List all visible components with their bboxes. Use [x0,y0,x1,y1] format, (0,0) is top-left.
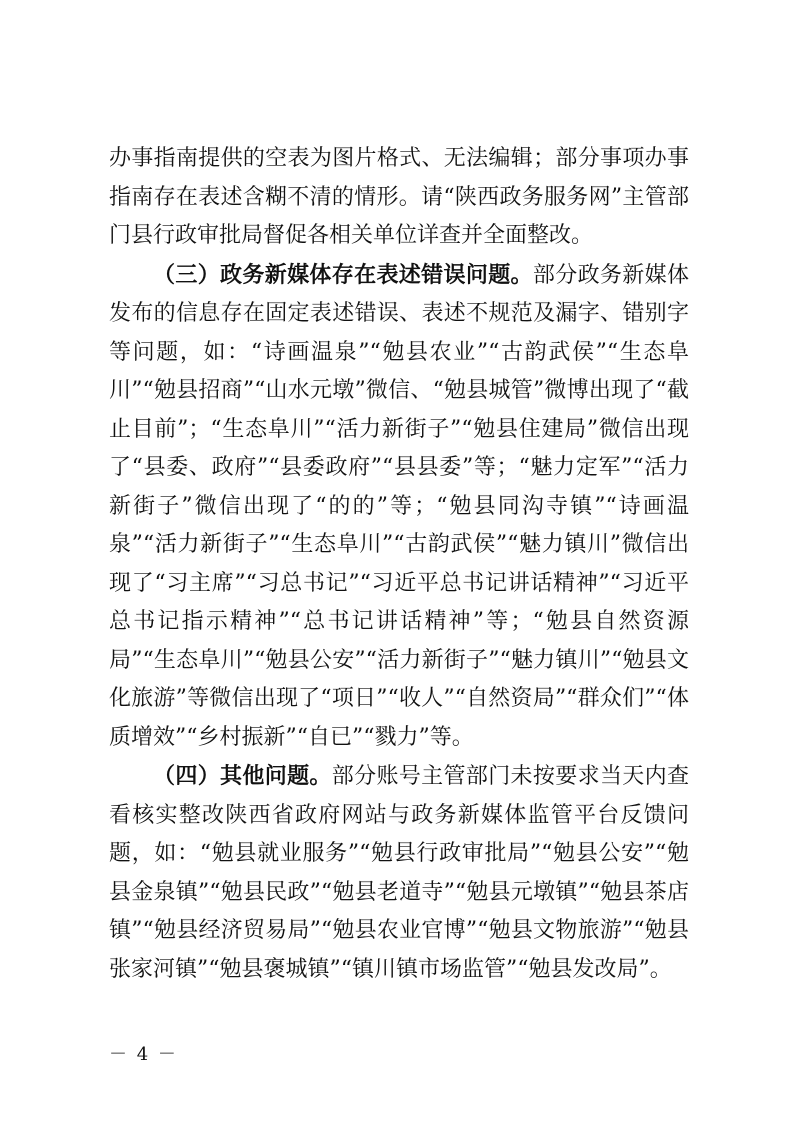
section-heading-4: （四）其他问题。 [153,763,332,789]
paragraph-new-media-errors [109,256,689,758]
paragraph-continuation: 办事指南提供的空表为图片格式、无法编辑；部分事项办事指南存在表述含糊不清的情形。请“陕西政务服务网”主管部门县行政审批局督促各相关单位详查并全面整改。 [109,146,689,248]
section-heading-3: （三）政务新媒体存在表述错误问题。 [153,261,533,288]
page-number: － 4 － [109,1044,178,1065]
document-body [109,140,689,989]
paragraph-other-issues [109,757,689,989]
section-body-4: 部分账号主管部门未按要求当天内查看核实整改陕西省政府网站与政务新媒体监管平台反馈问题，如：“勉县就业服务”“勉县行政审批局”“勉县公安”“勉县金泉镇”“勉县民政”“勉县老道寺”“勉县元墩镇”“勉县茶店镇”“勉县经济贸易局”“勉县农业官博”“勉县文物旅游”“勉县张家河镇”“勉县褒城镇”“镇川镇市场监管”“勉县发改局”。 [109,764,689,982]
section-body-3: 部分政务新媒体发布的信息存在固定表述错误、表述不规范及漏字、错别字等问题，如：“诗画温泉”“勉县农业”“古韵武侯”“生态阜川”“勉县招商”“山水元墩”微信、“勉县城管”微博出现了“截止目前”；“生态阜川”“活力新街子”“勉县住建局”微信出现了“县委、政府”“县委政府”“县县委”等；“魅力定军”“活力新街子”微信出现了“的的”等；“勉县同沟寺镇”“诗画温泉”“活力新街子”“生态阜川”“古韵武侯”“魅力镇川”微信出现了“习主席”“习总书记”“习近平总书记讲话精神”“习近平总书记指示精神”“总书记讲话精神”等；“勉县自然资源局”“生态阜川”“勉县公安”“活力新街子”“魅力镇川”“勉县文化旅游”等微信出现了“项日”“收人”“自然资局”“群众们”“体质增效”“乡村振新”“自已”“戮力”等。 [109,262,689,750]
